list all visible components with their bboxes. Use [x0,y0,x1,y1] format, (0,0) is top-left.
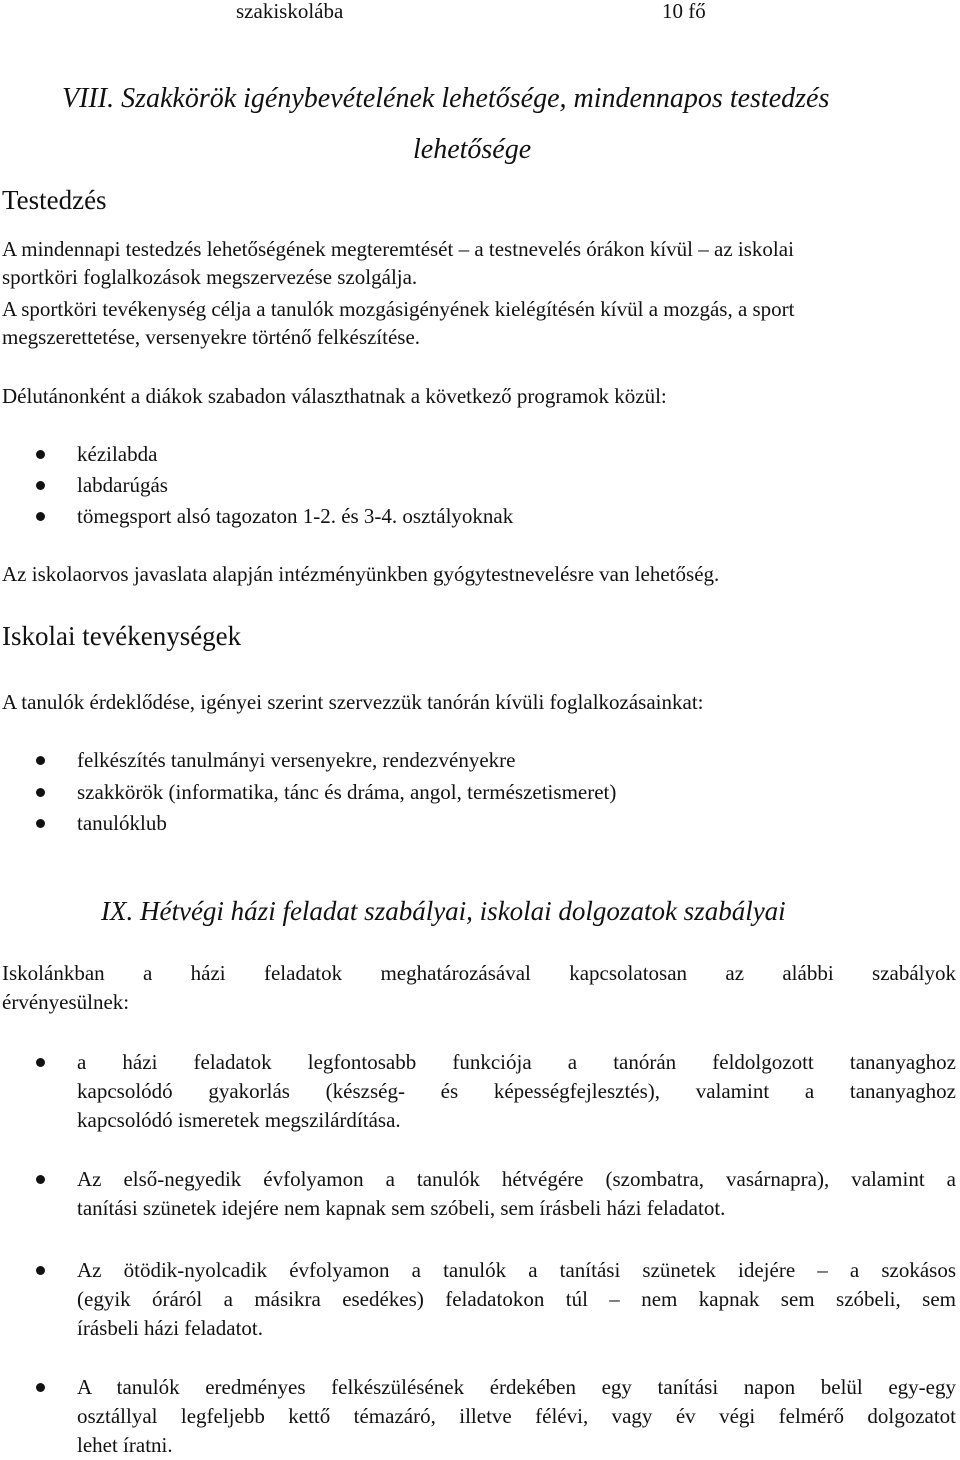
testedzes-heading: Testedzés [2,185,107,215]
rule-line: (egyik óráról a másikra esedékes) feladatokon túl – nem kapnak sem szóbeli, sem [77,1287,956,1311]
section-ix-intro-line1: Iskolánkban a házi feladatok meghatározásával kapcsolatosan az alábbi szabályok [2,961,956,985]
testedzes-para1-line2: sportköri foglalkozások megszervezése szolgálja. [2,265,418,289]
bullet-icon [36,788,45,797]
section-ix-intro-line2: érvényesülnek: [2,990,130,1014]
header-left-text: szakiskolába [236,0,344,23]
bullet-icon [36,819,45,828]
program-item: tömegsport alsó tagozaton 1-2. és 3-4. osztályoknak [77,504,514,528]
bullet-icon [36,1383,45,1392]
section-viii-title-line1: VIII. Szakkörök igénybevételének lehetősége, mindennapos testedzés [62,83,830,114]
iskolai-item: felkészítés tanulmányi versenyekre, rendezvényekre [77,748,516,772]
header-right-text: 10 fő [662,0,706,23]
bullet-icon [36,450,45,459]
rule-line: írásbeli házi feladatot. [77,1316,263,1340]
iskolai-intro: A tanulók érdeklődése, igényei szerint szervezzük tanórán kívüli foglalkozásainkat: [2,690,704,714]
bullet-icon [36,1266,45,1275]
section-viii-title-line2: lehetősége [413,134,532,165]
bullet-icon [36,512,45,521]
section-ix-title: IX. Hétvégi házi feladat szabályai, iskolai dolgozatok szabályai [101,896,786,926]
bullet-icon [36,1058,45,1067]
rule-line: A tanulók eredményes felkészülésének érdekében egy tanítási napon belül egy-egy [77,1375,956,1399]
programs-intro: Délutánonként a diákok szabadon választhatnak a következő programok közül: [2,384,667,408]
program-item: labdarúgás [77,473,168,497]
bullet-icon [36,1175,45,1184]
bullet-icon [36,756,45,765]
rule-line: Az ötödik-nyolcadik évfolyamon a tanulók a tanítási szünetek idejére – a szokásos [77,1258,956,1282]
testedzes-para1-line1: A mindennapi testedzés lehetőségének megteremtését – a testnevelés órákon kívül – az iskolai [2,237,794,261]
rule-line: lehet íratni. [77,1433,173,1457]
bullet-icon [36,481,45,490]
rule-line: osztállyal legfeljebb kettő témazáró, illetve félévi, vagy év végi felmérő dolgozatot [77,1404,956,1428]
rule-line: kapcsolódó gyakorlás (készség- és képességfejlesztés), valamint a tananyaghoz [77,1079,956,1103]
iskolai-item: szakkörök (informatika, tánc és dráma, angol, természetismeret) [77,780,617,804]
testedzes-para2-line2: megszerettetése, versenyekre történő felkészítése. [2,325,421,349]
iskolai-item: tanulóklub [77,811,167,835]
rule-line: tanítási szünetek idejére nem kapnak sem szóbeli, sem írásbeli házi feladatot. [77,1196,726,1220]
rule-line: Az első-negyedik évfolyamon a tanulók hétvégére (szombatra, vasárnapra), valamint a [77,1167,956,1191]
rule-line: a házi feladatok legfontosabb funkciója a tanórán feldolgozott tananyaghoz [77,1050,956,1074]
iskolai-heading: Iskolai tevékenységek [2,621,242,651]
rule-line: kapcsolódó ismeretek megszilárdítása. [77,1108,401,1132]
testedzes-para2-line1: A sportköri tevékenység célja a tanulók mozgásigényének kielégítésén kívül a mozgás, a sport [2,297,795,321]
program-item: kézilabda [77,442,158,466]
gyogytestneveles-note: Az iskolaorvos javaslata alapján intézményünkben gyógytestnevelésre van lehetőség. [2,562,720,586]
